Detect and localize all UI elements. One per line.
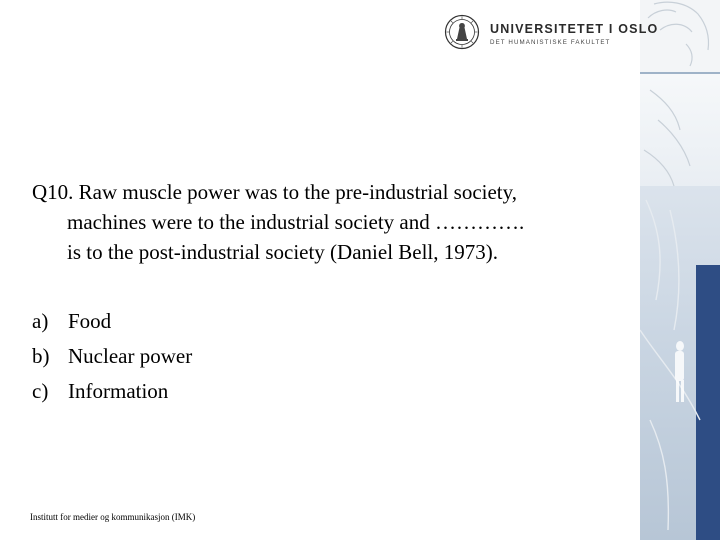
- university-logo: [444, 14, 659, 52]
- university-seal-icon: [444, 14, 480, 50]
- classical-head-illustration: [640, 0, 720, 540]
- question-line-2: machines were to the industrial society and ………….: [67, 210, 525, 234]
- question-line-3: is to the post-industrial society (Daniel Bell, 1973).: [67, 240, 499, 264]
- option-text: Nuclear power: [68, 344, 193, 368]
- university-name: UNIVERSITETET I OSLO: [490, 22, 659, 36]
- faculty-name: DET HUMANISTISKE FAKULTET: [490, 39, 611, 46]
- option-letter: c): [32, 379, 49, 403]
- footer-institute: Institutt for medier og kommunikasjon (IMK): [30, 512, 196, 522]
- answer-options: [32, 304, 192, 409]
- option-letter: b): [32, 344, 50, 368]
- option-text: Information: [68, 379, 169, 403]
- question-text: [32, 177, 632, 267]
- answer-option-a: [32, 304, 192, 339]
- option-letter: a): [32, 309, 49, 333]
- answer-option-b: [32, 339, 192, 374]
- option-text: Food: [68, 309, 112, 333]
- decorative-side-band: [640, 0, 720, 540]
- question-line-1: Q10. Raw muscle power was to the pre-industrial society,: [32, 180, 518, 204]
- answer-option-c: [32, 374, 192, 409]
